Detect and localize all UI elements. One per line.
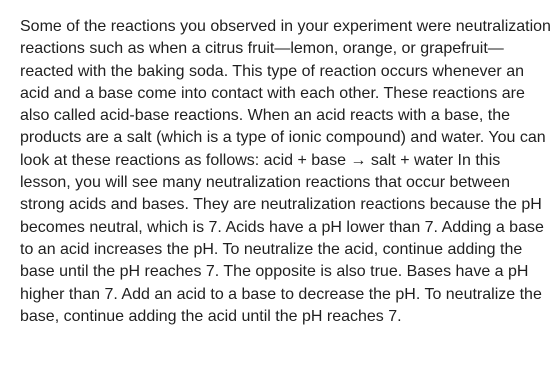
body-paragraph: Some of the reactions you observed in your experiment were neutralization reactions such as when a citrus fruit—lemon, orange, or grapefruit—reacted with the baking soda. This type of reaction occurs whenever an acid and a base come into contact with each other. These reactions are also called acid-base reactions. When an acid reacts with a base, the products are a salt (which is a type of ionic compound) and water. You can look at these reactions as follows: acid + base → salt + water In this lesson, you will see many neutralization reactions that occur between strong acids and bases. They are neutralization reactions because the pH becomes neutral, which is 7. Acids have a pH lower than 7. Adding a base to an acid increases the pH. To neutralize the acid, continue adding the base until the pH reaches 7. The opposite is also true. Bases have a pH higher than 7. Add an acid to a base to decrease the pH. To neutralize the base, continue adding the acid until the pH reaches 7. [20,18,551,325]
